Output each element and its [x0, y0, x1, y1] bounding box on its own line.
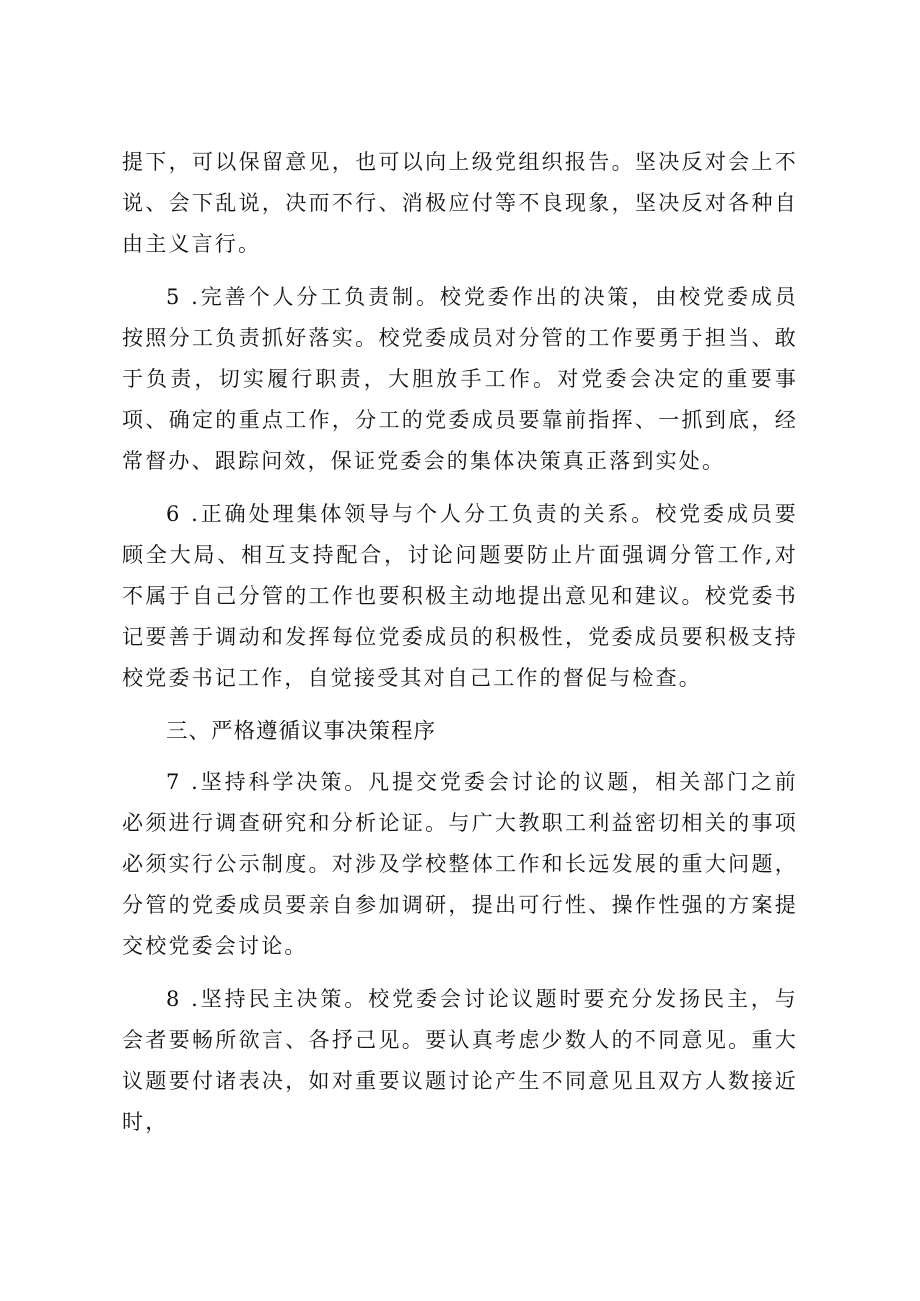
paragraph-item-5: 5 .完善个人分工负责制。校党委作出的决策，由校党委成员按照分工负责抓好落实。校党委成员对分管的工作要勇于担当、敢于负责，切实履行职责，大胆放手工作。对党委会决定的重要事项、确定的重点工作，分工的党委成员要靠前指挥、一抓到底，经常督办、跟踪问效，保证党委会的集体决策真正落到实处。	[122, 285, 798, 473]
paragraph-item-8: 8 .坚持民主决策。校党委会讨论议题时要充分发扬民主，与会者要畅所欲言、各抒己见。要认真考虑少数人的不同意见。重大议题要付诸表决，如对重要议题讨论产生不同意见且双方人数接近时，	[122, 987, 798, 1134]
section-heading: 三、严格遵循议事决策程序	[166, 719, 437, 744]
paragraph-continuation: 提下，可以保留意见，也可以向上级党组织报告。坚决反对会上不说、会下乱说，决而不行、消极应付等不良现象，坚决反对各种自由主义言行。	[122, 150, 798, 256]
paragraph-item-6: 6 .正确处理集体领导与个人分工负责的关系。校党委成员要顾全大局、相互支持配合，讨论问题要防止片面强调分管工作,对不属于自己分管的工作也要积极主动地提出意见和建议。校党委书记要善于调动和发挥每位党委成员的积极性，党委成员要积极支持校党委书记工作，自觉接受其对自己工作的督促与检查。	[122, 502, 798, 690]
document-body	[122, 142, 798, 1155]
paragraph-item-7: 7 .坚持科学决策。凡提交党委会讨论的议题，相关部门之前必须进行调查研究和分析论证。与广大教职工利益密切相关的事项必须实行公示制度。对涉及学校整体工作和长远发展的重大问题，分管的党委成员要亲自参加调研，提出可行性、操作性强的方案提交校党委会讨论。	[122, 770, 798, 958]
